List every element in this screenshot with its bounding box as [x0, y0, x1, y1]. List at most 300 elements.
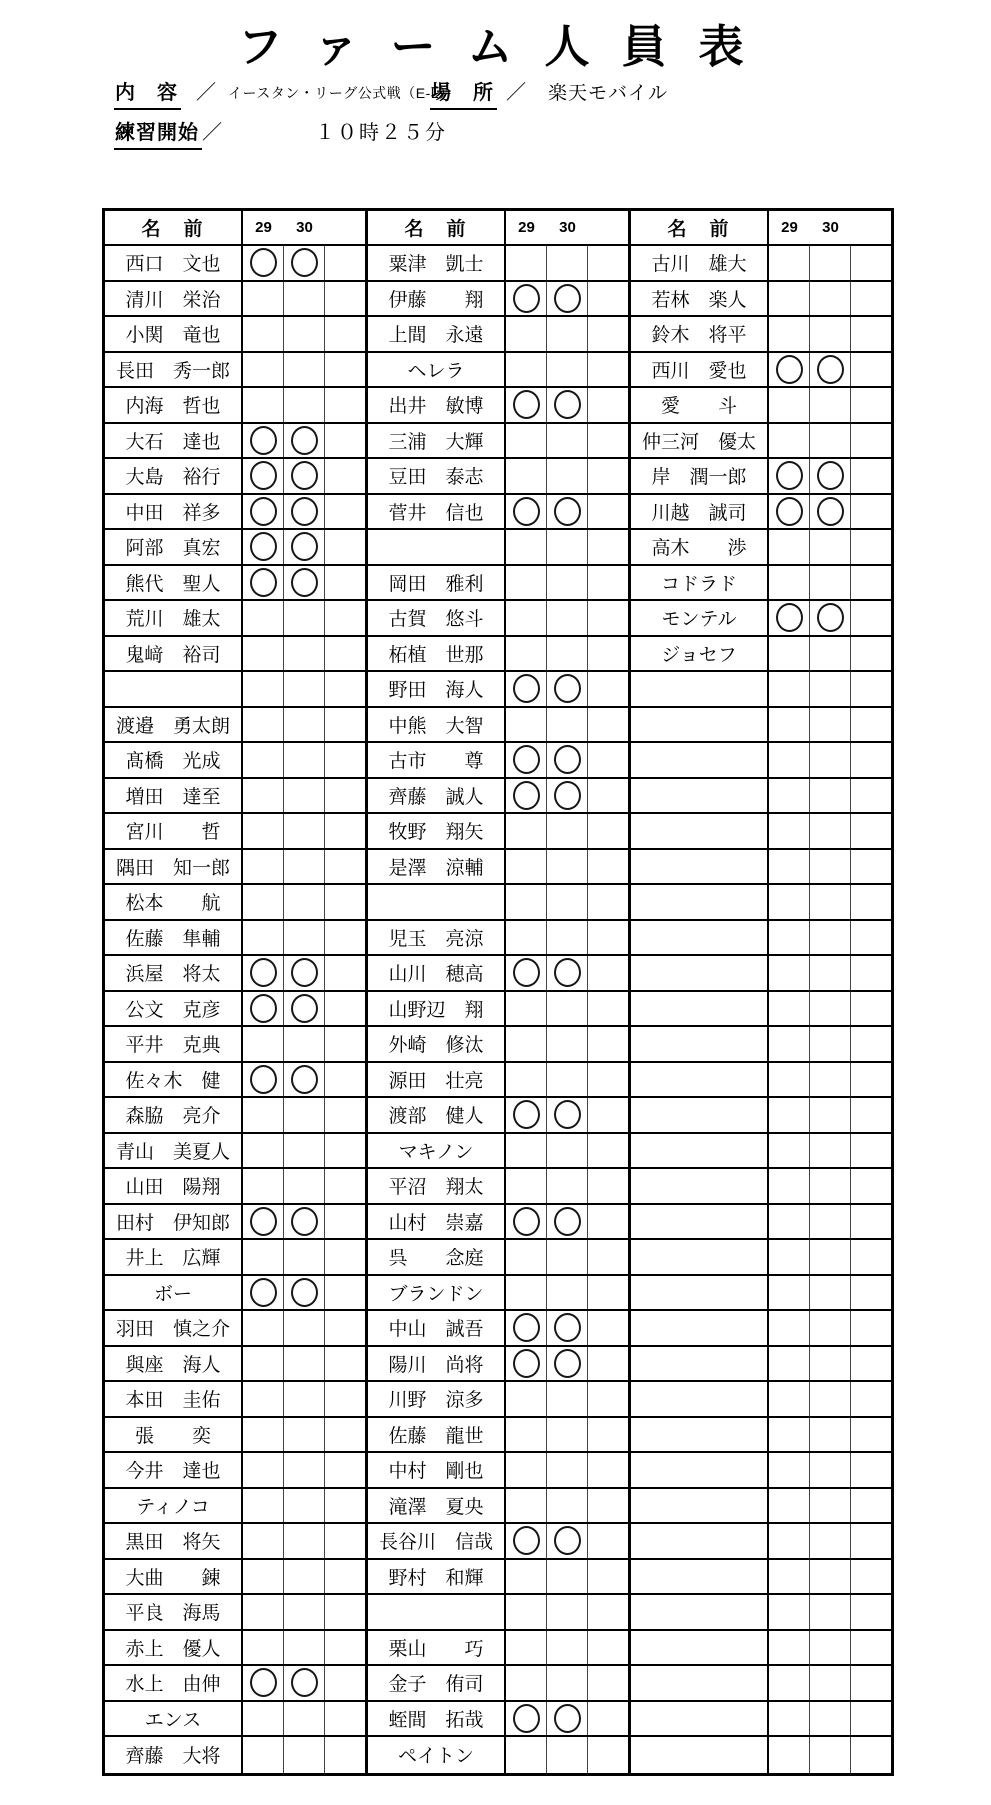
- extra-cell: [325, 743, 368, 777]
- day29-cell: [506, 282, 547, 316]
- day29-cell: [769, 1311, 810, 1345]
- day30-cell: [284, 850, 325, 884]
- extra-cell: [851, 495, 891, 529]
- extra-cell: [325, 1169, 368, 1203]
- day30-cell: [284, 1098, 325, 1132]
- day29-cell: [506, 1205, 547, 1239]
- day29-cell: [506, 388, 547, 422]
- table-row: [105, 1702, 891, 1738]
- extra-cell: [325, 921, 368, 955]
- circle-mark-icon: [554, 1313, 581, 1342]
- circle-mark-icon: [250, 1065, 277, 1094]
- day29-cell: [506, 779, 547, 813]
- table-row: [105, 1595, 891, 1631]
- player-name-cell: 阿部 真宏: [105, 530, 243, 564]
- circle-mark-icon: [291, 426, 318, 455]
- player-name-cell: [368, 530, 506, 564]
- day30-cell: [547, 282, 588, 316]
- day29-cell: [243, 956, 284, 990]
- extra-cell: [325, 956, 368, 990]
- day29-cell: [243, 1489, 284, 1523]
- day30-cell: [284, 388, 325, 422]
- day29-cell: [243, 672, 284, 706]
- day30-cell: [284, 353, 325, 387]
- extra-cell: [588, 1702, 631, 1736]
- table-row: [105, 885, 891, 921]
- day29-cell: [243, 1382, 284, 1416]
- day29-cell: [243, 1595, 284, 1629]
- day30-cell: [547, 1595, 588, 1629]
- table-row: [105, 743, 891, 779]
- circle-mark-icon: [250, 1668, 277, 1697]
- player-name-cell: 山村 崇嘉: [368, 1205, 506, 1239]
- day29-cell: [243, 779, 284, 813]
- day30-cell: [547, 1560, 588, 1594]
- day29-cell: [506, 1453, 547, 1487]
- player-name-cell: 平井 克典: [105, 1027, 243, 1061]
- player-name-cell: [368, 885, 506, 919]
- player-name-cell: 外崎 修汰: [368, 1027, 506, 1061]
- player-name-cell: 大石 達也: [105, 424, 243, 458]
- day30-cell: [810, 1311, 851, 1345]
- extra-cell: [588, 317, 631, 351]
- day30-cell: [284, 814, 325, 848]
- player-name-cell: 隅田 知一郎: [105, 850, 243, 884]
- day30-cell: [547, 1382, 588, 1416]
- player-name-cell: 呉 念庭: [368, 1240, 506, 1274]
- day30-cell: [547, 885, 588, 919]
- extra-cell: [851, 1702, 891, 1736]
- day29-cell: [243, 601, 284, 635]
- player-name-cell: 宮川 哲: [105, 814, 243, 848]
- extra-cell: [588, 1240, 631, 1274]
- day30-cell: [547, 1524, 588, 1558]
- day30-cell: [547, 459, 588, 493]
- extra-cell: [325, 1382, 368, 1416]
- day29-cell: [243, 1347, 284, 1381]
- extra-cell: [588, 921, 631, 955]
- day30-cell: [284, 1524, 325, 1558]
- player-name-cell: 愛 斗: [631, 388, 769, 422]
- player-name-cell: ヘレラ: [368, 353, 506, 387]
- day30-cell: [810, 743, 851, 777]
- extra-cell: [851, 850, 891, 884]
- player-name-cell: [631, 1382, 769, 1416]
- player-name-cell: 陽川 尚将: [368, 1347, 506, 1381]
- circle-mark-icon: [250, 248, 277, 277]
- day29-cell: [506, 743, 547, 777]
- player-name-cell: 渡邉 勇太朗: [105, 708, 243, 742]
- player-name-cell: 大島 裕行: [105, 459, 243, 493]
- day30-cell: [284, 1595, 325, 1629]
- player-name-cell: 西口 文也: [105, 246, 243, 280]
- player-name-cell: 出井 敏博: [368, 388, 506, 422]
- day29-cell: [243, 1666, 284, 1700]
- day29-cell: [243, 885, 284, 919]
- day29-cell: [769, 1347, 810, 1381]
- extra-cell: [325, 779, 368, 813]
- day29-cell: [506, 317, 547, 351]
- day29-cell: [769, 353, 810, 387]
- day30-cell: [284, 1489, 325, 1523]
- extra-cell: [588, 424, 631, 458]
- extra-cell: [588, 1205, 631, 1239]
- player-name-cell: [631, 814, 769, 848]
- day30-cell: [810, 1027, 851, 1061]
- day30-cell: [547, 1702, 588, 1736]
- day30-cell: [810, 814, 851, 848]
- player-name-cell: 岡田 雅利: [368, 566, 506, 600]
- day29-cell: [769, 1595, 810, 1629]
- day29-cell: [769, 566, 810, 600]
- player-name-cell: 山田 陽翔: [105, 1169, 243, 1203]
- circle-mark-icon: [250, 568, 277, 597]
- circle-mark-icon: [513, 745, 540, 774]
- circle-mark-icon: [250, 1278, 277, 1307]
- day29-cell: [243, 1027, 284, 1061]
- player-name-cell: 齊藤 誠人: [368, 779, 506, 813]
- day29-cell: [769, 885, 810, 919]
- player-name-cell: 赤上 優人: [105, 1631, 243, 1665]
- practice-start-time: １０時２５分: [315, 122, 447, 144]
- extra-cell: [325, 1631, 368, 1665]
- day30-cell: [810, 353, 851, 387]
- day30-cell: [547, 1347, 588, 1381]
- table-row: [105, 424, 891, 460]
- player-name-cell: [631, 708, 769, 742]
- player-name-cell: [368, 1595, 506, 1629]
- player-name-cell: 中山 誠吾: [368, 1311, 506, 1345]
- day30-cell: [284, 246, 325, 280]
- day30-cell: [284, 1453, 325, 1487]
- player-name-cell: [631, 992, 769, 1026]
- day29-cell: [243, 1418, 284, 1452]
- day29-cell: [769, 601, 810, 635]
- day29-cell: [769, 1524, 810, 1558]
- player-name-cell: 是澤 涼輔: [368, 850, 506, 884]
- circle-mark-icon: [554, 284, 581, 313]
- circle-mark-icon: [291, 958, 318, 987]
- day29-cell: [243, 743, 284, 777]
- circle-mark-icon: [513, 1526, 540, 1555]
- day29-cell: [506, 1631, 547, 1665]
- extra-column-header: [851, 211, 891, 244]
- extra-cell: [851, 1205, 891, 1239]
- day29-cell: [506, 246, 547, 280]
- circle-mark-icon: [250, 532, 277, 561]
- circle-mark-icon: [291, 497, 318, 526]
- table-row: [105, 1737, 891, 1773]
- circle-mark-icon: [513, 1349, 540, 1378]
- day30-cell: [547, 1027, 588, 1061]
- day30-column-header: 30: [559, 219, 576, 236]
- circle-mark-icon: [513, 1313, 540, 1342]
- table-row: [105, 779, 891, 815]
- day29-cell: [769, 992, 810, 1026]
- extra-cell: [325, 637, 368, 671]
- day30-cell: [547, 1666, 588, 1700]
- day29-cell: [769, 459, 810, 493]
- player-name-cell: 粟津 凱士: [368, 246, 506, 280]
- day30-cell: [284, 530, 325, 564]
- extra-cell: [325, 601, 368, 635]
- player-name-cell: [631, 885, 769, 919]
- extra-cell: [851, 1631, 891, 1665]
- extra-cell: [325, 1276, 368, 1310]
- day29-cell: [506, 1134, 547, 1168]
- extra-cell: [588, 814, 631, 848]
- day29-cell: [769, 1134, 810, 1168]
- day30-cell: [547, 1063, 588, 1097]
- day30-cell: [810, 1169, 851, 1203]
- day30-cell: [284, 1382, 325, 1416]
- player-name-cell: [631, 1560, 769, 1594]
- player-name-cell: 川野 涼多: [368, 1382, 506, 1416]
- extra-cell: [851, 956, 891, 990]
- extra-cell: [325, 814, 368, 848]
- extra-column-header: [325, 211, 368, 244]
- day29-cell: [243, 246, 284, 280]
- player-name-cell: [631, 1205, 769, 1239]
- day29-cell: [506, 424, 547, 458]
- day30-cell: [284, 672, 325, 706]
- day29-cell: [769, 495, 810, 529]
- day30-cell: [810, 1347, 851, 1381]
- extra-cell: [325, 1453, 368, 1487]
- extra-cell: [325, 1311, 368, 1345]
- extra-cell: [851, 1311, 891, 1345]
- roster-table: [102, 208, 894, 1776]
- extra-cell: [325, 1027, 368, 1061]
- day30-cell: [284, 956, 325, 990]
- practice-start-label: 練習開始: [114, 116, 202, 150]
- table-row: [105, 1169, 891, 1205]
- day29-cell: [769, 814, 810, 848]
- day29-cell: [769, 1205, 810, 1239]
- extra-cell: [851, 743, 891, 777]
- extra-cell: [851, 921, 891, 955]
- day29-cell: [243, 424, 284, 458]
- day30-cell: [547, 1098, 588, 1132]
- day30-cell: [284, 1560, 325, 1594]
- extra-cell: [588, 743, 631, 777]
- extra-cell: [851, 353, 891, 387]
- player-name-cell: 三浦 大輝: [368, 424, 506, 458]
- day29-cell: [769, 637, 810, 671]
- circle-mark-icon: [513, 781, 540, 810]
- day30-cell: [284, 424, 325, 458]
- extra-cell: [851, 1737, 891, 1773]
- player-name-cell: [631, 1027, 769, 1061]
- day29-cell: [506, 1524, 547, 1558]
- day30-cell: [810, 637, 851, 671]
- extra-cell: [588, 1063, 631, 1097]
- day30-cell: [284, 1027, 325, 1061]
- day30-cell: [284, 921, 325, 955]
- day30-cell: [810, 850, 851, 884]
- day30-cell: [810, 956, 851, 990]
- player-name-cell: 齊藤 大将: [105, 1737, 243, 1773]
- player-name-cell: [105, 672, 243, 706]
- extra-cell: [325, 1595, 368, 1629]
- extra-cell: [588, 956, 631, 990]
- extra-cell: [851, 1524, 891, 1558]
- circle-mark-icon: [291, 1668, 318, 1697]
- content-label: 内 容: [114, 76, 181, 110]
- day29-cell: [243, 459, 284, 493]
- player-name-cell: 大曲 錬: [105, 1560, 243, 1594]
- extra-cell: [588, 246, 631, 280]
- day30-cell: [810, 1560, 851, 1594]
- day29-cell: [243, 1453, 284, 1487]
- place-label: 場 所: [430, 76, 497, 110]
- day30-cell: [547, 601, 588, 635]
- day29-cell: [769, 1737, 810, 1773]
- circle-mark-icon: [554, 745, 581, 774]
- player-name-cell: モンテル: [631, 601, 769, 635]
- circle-mark-icon: [554, 1207, 581, 1236]
- day29-cell: [243, 1205, 284, 1239]
- extra-cell: [588, 388, 631, 422]
- table-row: [105, 1418, 891, 1454]
- day30-cell: [810, 1666, 851, 1700]
- day29-cell: [243, 1098, 284, 1132]
- day30-cell: [547, 566, 588, 600]
- player-name-cell: ボー: [105, 1276, 243, 1310]
- player-name-cell: 野村 和輝: [368, 1560, 506, 1594]
- player-name-cell: 松本 航: [105, 885, 243, 919]
- player-name-cell: コドラド: [631, 566, 769, 600]
- player-name-cell: [631, 850, 769, 884]
- extra-column-header: [588, 211, 631, 244]
- day29-cell: [769, 1063, 810, 1097]
- player-name-cell: 豆田 泰志: [368, 459, 506, 493]
- day30-cell: [810, 530, 851, 564]
- day30-cell: [284, 1631, 325, 1665]
- table-row: [105, 637, 891, 673]
- extra-cell: [851, 1453, 891, 1487]
- day29-cell: [769, 1666, 810, 1700]
- day29-cell: [769, 1418, 810, 1452]
- day29-cell: [506, 530, 547, 564]
- day29-cell: [769, 1027, 810, 1061]
- day30-cell: [810, 317, 851, 351]
- day30-cell: [284, 743, 325, 777]
- circle-mark-icon: [554, 781, 581, 810]
- circle-mark-icon: [554, 1526, 581, 1555]
- day30-cell: [810, 601, 851, 635]
- table-row: [105, 246, 891, 282]
- extra-cell: [588, 1737, 631, 1773]
- circle-mark-icon: [250, 1207, 277, 1236]
- day29-cell: [506, 637, 547, 671]
- circle-mark-icon: [291, 461, 318, 490]
- day29-cell: [243, 1631, 284, 1665]
- player-name-cell: [631, 1418, 769, 1452]
- circle-mark-icon: [250, 497, 277, 526]
- day29-cell: [769, 1382, 810, 1416]
- day30-cell: [284, 885, 325, 919]
- table-row: [105, 353, 891, 389]
- extra-cell: [325, 1063, 368, 1097]
- player-name-cell: [631, 1595, 769, 1629]
- day30-cell: [810, 1489, 851, 1523]
- table-row: [105, 1240, 891, 1276]
- day29-cell: [243, 1240, 284, 1274]
- day30-cell: [284, 779, 325, 813]
- day29-cell: [506, 1595, 547, 1629]
- table-row: [105, 708, 891, 744]
- day29-cell: [243, 637, 284, 671]
- extra-cell: [851, 1666, 891, 1700]
- player-name-cell: [631, 921, 769, 955]
- extra-cell: [851, 1063, 891, 1097]
- day30-cell: [284, 708, 325, 742]
- player-name-cell: 浜屋 将太: [105, 956, 243, 990]
- player-name-cell: 佐々木 健: [105, 1063, 243, 1097]
- day29-cell: [769, 1631, 810, 1665]
- day29-cell: [243, 1134, 284, 1168]
- day30-cell: [810, 992, 851, 1026]
- table-row: [105, 921, 891, 957]
- circle-mark-icon: [554, 1349, 581, 1378]
- extra-cell: [325, 1347, 368, 1381]
- player-name-cell: 内海 哲也: [105, 388, 243, 422]
- day29-cell: [769, 921, 810, 955]
- extra-cell: [588, 1595, 631, 1629]
- extra-cell: [588, 1382, 631, 1416]
- extra-cell: [851, 1347, 891, 1381]
- day30-cell: [547, 1453, 588, 1487]
- day29-cell: [506, 1276, 547, 1310]
- day29-cell: [506, 566, 547, 600]
- day29-cell: [506, 1418, 547, 1452]
- circle-mark-icon: [776, 603, 803, 632]
- extra-cell: [851, 885, 891, 919]
- day29-cell: [243, 1524, 284, 1558]
- extra-cell: [325, 388, 368, 422]
- player-name-cell: 柘植 世那: [368, 637, 506, 671]
- player-name-cell: 長田 秀一郎: [105, 353, 243, 387]
- table-row: [105, 1631, 891, 1667]
- extra-cell: [851, 814, 891, 848]
- day30-cell: [810, 1737, 851, 1773]
- player-name-cell: [631, 956, 769, 990]
- page-title: ファーム人員表: [237, 21, 776, 72]
- player-name-cell: 金子 侑司: [368, 1666, 506, 1700]
- extra-cell: [588, 459, 631, 493]
- day30-cell: [547, 495, 588, 529]
- day29-cell: [243, 1560, 284, 1594]
- table-row: [105, 1382, 891, 1418]
- circle-mark-icon: [776, 497, 803, 526]
- table-row: [105, 495, 891, 531]
- day29-cell: [506, 956, 547, 990]
- player-name-cell: [631, 1631, 769, 1665]
- circle-mark-icon: [250, 994, 277, 1023]
- day30-cell: [810, 246, 851, 280]
- player-name-cell: [631, 672, 769, 706]
- day30-cell: [547, 956, 588, 990]
- player-name-cell: 仲三河 優太: [631, 424, 769, 458]
- extra-cell: [851, 601, 891, 635]
- circle-mark-icon: [513, 284, 540, 313]
- circle-mark-icon: [513, 1704, 540, 1733]
- player-name-cell: [631, 1169, 769, 1203]
- player-name-cell: [631, 1737, 769, 1773]
- day29-cell: [506, 1311, 547, 1345]
- circle-mark-icon: [291, 248, 318, 277]
